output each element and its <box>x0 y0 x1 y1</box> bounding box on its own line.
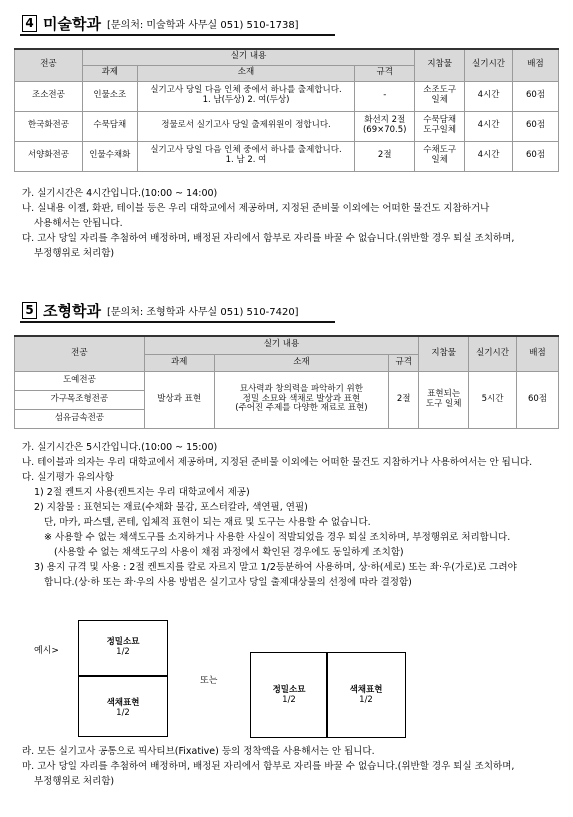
section5-notes <box>22 440 552 590</box>
table-row <box>15 81 559 111</box>
section4-underline <box>20 34 335 36</box>
example-bottom-box <box>78 675 168 737</box>
header-spec: 규격 <box>355 65 415 81</box>
cell-score: 60점 <box>517 371 559 428</box>
cell-time: 4시간 <box>465 81 513 111</box>
cell-task: 수묵담채 <box>82 111 137 141</box>
header-spec: 규격 <box>389 354 419 371</box>
cell-material: 정물로서 실기고사 당일 출제위원이 정합니다. <box>137 111 355 141</box>
note: 가. 실기시간은 5시간입니다.(10:00 ~ 15:00) <box>22 442 218 453</box>
cell-task: 인물소조 <box>82 81 137 111</box>
section4-number: 4 <box>22 15 37 32</box>
section4-notes <box>22 186 552 261</box>
cell-items: 수묵담채 도구일체 <box>415 111 465 141</box>
cell-major: 섬유금속전공 <box>15 409 145 428</box>
example-left-box <box>250 652 328 738</box>
cell-items: 표현되는 도구 일체 <box>419 371 469 428</box>
box-fraction: 1/2 <box>359 695 373 705</box>
cell-score: 60점 <box>513 111 559 141</box>
cell-major: 조소전공 <box>15 81 83 111</box>
note: 합니다.(상·하 또는 좌·우의 사용 방법은 실기고사 당일 출제대상물의 선정에 따라 결정함) <box>44 577 412 588</box>
header-time: 실기시간 <box>469 336 517 371</box>
section5-notes-end <box>22 744 552 789</box>
cell-task: 인물수채화 <box>82 141 137 171</box>
box-label: 색채표현 <box>106 698 140 708</box>
note: 다. 고사 당일 자리를 추첨하여 배정하며, 배정된 자리에서 함부로 자리를 바꿀 수 없습니다.(위반할 경우 퇴실 조치하며, <box>22 233 515 244</box>
section5-title: 조형학과 <box>43 302 101 320</box>
example-right-box <box>326 652 406 738</box>
header-practical: 실기 내용 <box>144 336 418 354</box>
note: 라. 모든 실기고사 공통으로 픽사티브(Fixative) 등의 정착액을 사용해서는 안 됩니다. <box>22 746 375 757</box>
note: 부정행위로 처리함) <box>34 776 115 787</box>
section5-contact: [문의처: 조형학과 사무실 051) 510-7420] <box>106 307 299 318</box>
cell-major: 도예전공 <box>15 371 145 390</box>
header-score: 배점 <box>517 336 559 371</box>
note: 부정행위로 처리함) <box>34 248 115 259</box>
header-major: 전공 <box>15 336 145 371</box>
cell-score: 60점 <box>513 81 559 111</box>
cell-spec: 2절 <box>355 141 415 171</box>
note: 나. 테이블과 의자는 우리 대학교에서 제공하며, 지정된 준비물 이외에는 어떠한 물건도 지참하거나 사용하여서는 안 됩니다. <box>22 457 533 468</box>
section4-title: 미술학과 <box>43 15 101 33</box>
note: 1) 2절 켄트지 사용(켄트지는 우리 대학교에서 제공) <box>34 487 250 498</box>
cell-score: 60점 <box>513 141 559 171</box>
note: 사용해서는 안됩니다. <box>34 218 123 229</box>
header-time: 실기시간 <box>465 49 513 81</box>
cell-major: 서양화전공 <box>15 141 83 171</box>
header-major: 전공 <box>15 49 83 81</box>
cell-material: 실기고사 당일 다음 인체 중에서 하나를 출제합니다. 1. 남 2. 여 <box>137 141 355 171</box>
note: 다. 실기평가 유의사항 <box>22 472 114 483</box>
cell-time: 4시간 <box>465 111 513 141</box>
cell-time: 4시간 <box>465 141 513 171</box>
cell-major: 가구목조형전공 <box>15 390 145 409</box>
note: 나. 실내용 이젤, 화판, 테이블 등은 우리 대학교에서 제공하며, 지정된 준비물 이외에는 어떠한 물건도 지참하거나 <box>22 203 490 214</box>
section4-contact: [문의처: 미술학과 사무실 051) 510-1738] <box>106 20 299 31</box>
table-row <box>15 141 559 171</box>
cell-task: 발상과 표현 <box>144 371 214 428</box>
section5-underline <box>20 321 335 323</box>
header-task: 과제 <box>82 65 137 81</box>
example-label: 예시> <box>34 646 59 656</box>
table-row <box>15 111 559 141</box>
section5-heading <box>22 300 299 321</box>
box-label: 색채표현 <box>349 685 383 695</box>
header-items: 지참물 <box>415 49 465 81</box>
header-task: 과제 <box>144 354 214 371</box>
header-material: 소재 <box>214 354 389 371</box>
header-items: 지참물 <box>419 336 469 371</box>
box-fraction: 1/2 <box>116 647 130 657</box>
cell-items: 수채도구 일체 <box>415 141 465 171</box>
cell-spec: - <box>355 81 415 111</box>
note: 2) 지참물 : 표현되는 재료(수채화 물감, 포스터칼라, 색연필, 연필) <box>34 502 308 513</box>
section5-table <box>14 335 559 429</box>
box-fraction: 1/2 <box>282 695 296 705</box>
cell-material: 묘사력과 창의력을 파악하기 위한 정밀 소묘와 색채로 발상과 표현 (주어진 주제를 다양한 재료로 표현) <box>214 371 389 428</box>
box-label: 정밀소묘 <box>272 685 306 695</box>
cell-time: 5시간 <box>469 371 517 428</box>
header-practical: 실기 내용 <box>82 49 414 65</box>
note: (사용할 수 없는 채색도구의 사용이 채점 과정에서 확인된 경우에도 동일하게 조치함) <box>54 547 404 558</box>
example-or: 또는 <box>200 676 218 686</box>
note: ※ 사용할 수 없는 채색도구를 소지하거나 사용한 사실이 적발되었을 경우 퇴실 조치하며, 부정행위로 처리합니다. <box>44 532 511 543</box>
cell-major: 한국화전공 <box>15 111 83 141</box>
cell-spec: 화선지 2절 (69×70.5) <box>355 111 415 141</box>
box-label: 정밀소묘 <box>106 637 140 647</box>
cell-material: 실기고사 당일 다음 인체 중에서 하나를 출제합니다. 1. 남(두상) 2. 여(두상) <box>137 81 355 111</box>
header-material: 소재 <box>137 65 355 81</box>
note: 단, 마카, 파스텔, 콘테, 입체적 표현이 되는 재료 및 도구는 사용할 수 없습니다. <box>44 517 371 528</box>
table-row <box>15 371 559 390</box>
section4-heading <box>22 13 299 34</box>
note: 3) 용지 규격 및 사용 : 2절 켄트지를 칼로 자르지 말고 1/2등분하여 사용하며, 상·하(세로) 또는 좌·우(가로)로 그려야 <box>34 562 517 573</box>
example-top-box <box>78 620 168 677</box>
note: 가. 실기시간은 4시간입니다.(10:00 ~ 14:00) <box>22 188 218 199</box>
section5-number: 5 <box>22 302 37 319</box>
section4-table <box>14 48 559 172</box>
header-score: 배점 <box>513 49 559 81</box>
note: 마. 고사 당일 자리를 추첨하여 배정하며, 배정된 자리에서 함부로 자리를 바꿀 수 없습니다.(위반할 경우 퇴실 조치하며, <box>22 761 515 772</box>
cell-spec: 2절 <box>389 371 419 428</box>
box-fraction: 1/2 <box>116 708 130 718</box>
cell-items: 소조도구 일체 <box>415 81 465 111</box>
